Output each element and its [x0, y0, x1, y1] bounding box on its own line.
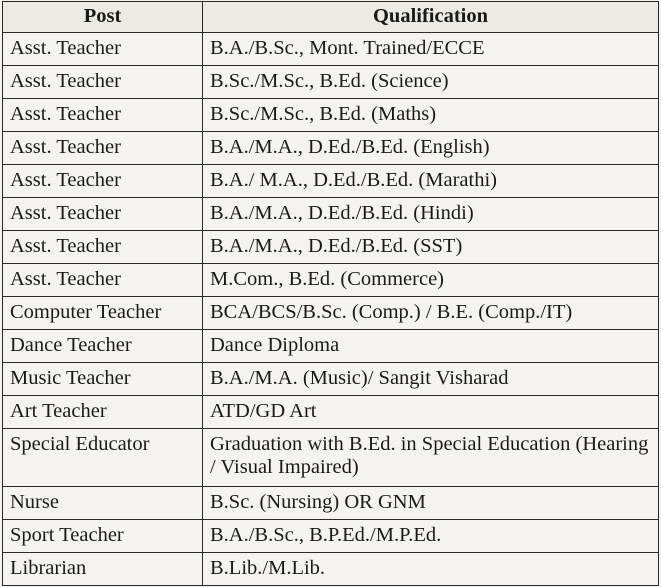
- post-cell: Nurse: [3, 487, 203, 520]
- post-cell: Music Teacher: [3, 363, 203, 396]
- table-row: [3, 553, 659, 586]
- table-row: [3, 132, 659, 165]
- table-row: [3, 33, 659, 66]
- table-header-row: [3, 2, 659, 33]
- table-row: [3, 99, 659, 132]
- qualification-cell: B.A./B.Sc., B.P.Ed./M.P.Ed.: [203, 520, 659, 553]
- post-cell: Dance Teacher: [3, 330, 203, 363]
- post-cell: Art Teacher: [3, 396, 203, 429]
- qualification-cell: B.A./M.A., D.Ed./B.Ed. (English): [203, 132, 659, 165]
- qualification-cell: BCA/BCS/B.Sc. (Comp.) / B.E. (Comp./IT): [203, 297, 659, 330]
- table-row: [3, 396, 659, 429]
- table-row: [3, 231, 659, 264]
- table-row: [3, 264, 659, 297]
- qualification-cell: B.Sc./M.Sc., B.Ed. (Science): [203, 66, 659, 99]
- qualification-cell: Graduation with B.Ed. in Special Education (Hearing / Visual Impaired): [203, 429, 659, 487]
- qualification-cell: B.Lib./M.Lib.: [203, 553, 659, 586]
- qualification-cell: Dance Diploma: [203, 330, 659, 363]
- qualification-cell: B.A./M.A., D.Ed./B.Ed. (SST): [203, 231, 659, 264]
- post-cell: Computer Teacher: [3, 297, 203, 330]
- table-row: [3, 198, 659, 231]
- table-row: [3, 487, 659, 520]
- post-cell: Asst. Teacher: [3, 198, 203, 231]
- qualification-table: [2, 1, 659, 586]
- qualification-cell: M.Com., B.Ed. (Commerce): [203, 264, 659, 297]
- post-cell: Asst. Teacher: [3, 264, 203, 297]
- post-cell: Asst. Teacher: [3, 33, 203, 66]
- post-cell: Asst. Teacher: [3, 99, 203, 132]
- header-post: Post: [3, 2, 203, 33]
- qualification-cell: B.A./M.A., D.Ed./B.Ed. (Hindi): [203, 198, 659, 231]
- post-cell: Sport Teacher: [3, 520, 203, 553]
- qualification-cell: B.Sc. (Nursing) OR GNM: [203, 487, 659, 520]
- post-cell: Special Educator: [3, 429, 203, 487]
- table-row: [3, 66, 659, 99]
- post-cell: Asst. Teacher: [3, 132, 203, 165]
- post-cell: Asst. Teacher: [3, 66, 203, 99]
- header-qualification: Qualification: [203, 2, 659, 33]
- table-row: [3, 330, 659, 363]
- post-cell: Librarian: [3, 553, 203, 586]
- table-row: [3, 363, 659, 396]
- table-row: [3, 429, 659, 487]
- post-cell: Asst. Teacher: [3, 231, 203, 264]
- qualification-cell: B.Sc./M.Sc., B.Ed. (Maths): [203, 99, 659, 132]
- qualification-cell: ATD/GD Art: [203, 396, 659, 429]
- post-cell: Asst. Teacher: [3, 165, 203, 198]
- qualification-cell: B.A./M.A. (Music)/ Sangit Visharad: [203, 363, 659, 396]
- table-row: [3, 165, 659, 198]
- table-row: [3, 297, 659, 330]
- table-row: [3, 520, 659, 553]
- qualification-cell: B.A./ M.A., D.Ed./B.Ed. (Marathi): [203, 165, 659, 198]
- qualification-cell: B.A./B.Sc., Mont. Trained/ECCE: [203, 33, 659, 66]
